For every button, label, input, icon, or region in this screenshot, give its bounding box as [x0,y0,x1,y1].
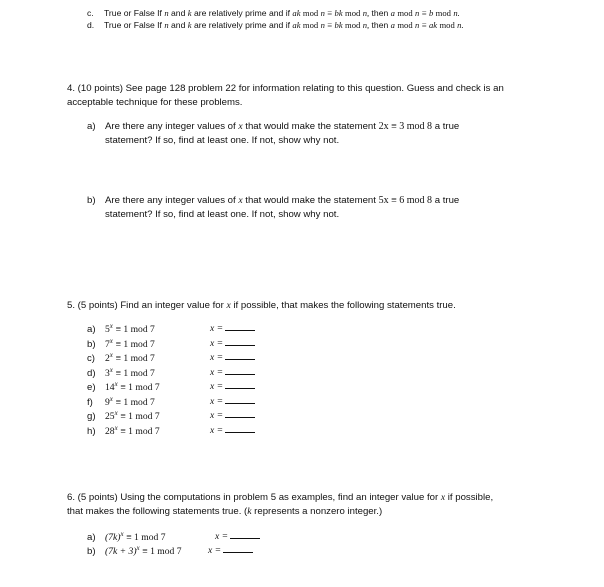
q5-item [87,409,160,422]
item-expr: a [390,8,395,18]
item-text-d: then [371,20,389,30]
q5-item-base: 2 [105,353,110,365]
q5-item [87,337,155,350]
q6-item-label: b) [87,546,96,558]
q5-answer-blank[interactable] [210,395,255,407]
q6-item-exponent: x [120,530,124,538]
q5-answer-label: x = [210,395,224,407]
q5-item-exponent: x [109,365,113,374]
item-expr: n [415,20,420,30]
q5-item-congruence: ≡ 1 mod 7 [115,324,155,336]
q5-answer-blank[interactable] [210,380,255,392]
item-expr: ak [428,20,438,30]
q5-item-congruence: ≡ 1 mod 7 [120,411,160,423]
q6-header-pre: 6. (5 points) Using the computations in problem 5 as examples, find an integer value for [67,492,439,503]
q4-header-line1: 4. (10 points) See page 128 problem 22 for information relating to this question. Guess and check is an [67,83,504,94]
q5-answer-blank[interactable] [210,337,255,349]
q5-item-exponent: x [109,351,113,359]
q5-item [87,322,155,335]
q5-item [87,351,155,364]
item-expr: a [390,20,395,30]
q5-answer-blank[interactable] [210,351,255,363]
answer-line [223,544,253,553]
item-expr: ak [292,8,301,18]
q5-answer-label: x = [210,424,224,436]
item-expr: n, [362,8,370,18]
q5-item-label: a) [87,324,96,336]
q5-item-congruence: ≡ 1 mod 7 [115,353,155,365]
item-var-k: k [187,8,192,18]
item-expr: bk [334,8,343,18]
item-expr: n. [457,20,464,30]
q5-item-exponent: x [114,409,118,417]
q5-item-base: 25 [105,411,115,423]
q6-header-line2 [67,506,382,517]
item-label: c. [87,8,94,18]
q4a-label: a) [87,121,96,132]
q5-answer-label: x = [210,323,224,334]
q6-answer-label: x = [208,545,222,556]
answer-line [225,366,255,375]
q4b-text-post: a true [434,195,460,206]
item-equiv: ≡ [327,20,333,30]
answer-line [225,351,255,360]
q5-item-label: e) [87,382,96,394]
q5-header-var: x [226,300,231,311]
answer-line [230,530,260,539]
item-text-b: and [171,20,186,30]
answer-line [225,322,255,331]
q5-item-exponent: x [114,423,118,432]
q5-item-base: 5 [105,324,110,336]
item-mod: mod [302,20,319,30]
q4a-text-pre: Are there any integer values of [105,121,236,132]
item-mod: mod [302,8,319,18]
item-equiv: ≡ [421,8,427,18]
item-expr: n. [453,8,460,18]
q5-answer-label: x = [210,410,224,421]
q5-item-base: 14 [105,382,115,394]
item-expr: bk [334,20,343,30]
q5-answer-label: x = [210,352,224,363]
q6-header-var: x [440,492,446,503]
q4b-equation: 5x ≡ 6 mod 8 [378,195,433,206]
q6-item-exponent: x [136,544,140,552]
q5-header-pre: 5. (5 points) Find an integer value for [67,300,224,311]
item-mod: mod [397,20,413,30]
item-equiv: ≡ [421,20,427,30]
q5-item-congruence: ≡ 1 mod 7 [120,425,160,437]
answer-line [225,409,255,418]
q6-item-congruence: ≡ 1 mod 7 [142,546,182,558]
q6-answer-blank[interactable] [208,544,253,556]
q4b-line2: statement? If so, find at least one. If not, show why not. [105,209,340,220]
q6-header2-post: represents a nonzero integer.) [254,506,383,517]
item-var-k: k [187,20,192,30]
q5-header [67,300,456,311]
q4a-line2: statement? If so, find at least one. If not, show why not. [105,135,340,146]
q6-header2-var: k [247,506,252,517]
answer-line [225,337,255,346]
q5-item-exponent: x [114,380,118,388]
item-mod: mod [345,8,361,18]
item-mod: mod [345,20,361,30]
q5-answer-label: x = [210,381,224,392]
item-equiv: ≡ [327,8,333,18]
item-text-c: are relatively prime and if [193,20,290,30]
q5-item-label: g) [87,411,96,423]
q5-item-base: 3 [105,367,110,379]
item-expr: n [415,8,420,18]
q5-answer-blank[interactable] [210,322,255,334]
q4a-equation: 2x ≡ 3 mod 8 [378,121,433,132]
q5-item-congruence: ≡ 1 mod 7 [120,382,160,394]
q6-item-expr: (7k + 3) [105,546,137,558]
true-false-item [87,20,464,30]
q5-item-label: f) [87,396,93,408]
item-text-a: True or False If [104,8,162,18]
q6-item-expr: (7k) [105,532,121,544]
q5-answer-blank[interactable] [210,366,255,378]
q4b-var: x [238,195,243,206]
item-text-a: True or False If [104,20,162,30]
q6-item-congruence: ≡ 1 mod 7 [126,532,166,544]
item-text-c: are relatively prime and if [193,8,290,18]
item-expr: n [320,20,325,30]
q5-item-congruence: ≡ 1 mod 7 [115,367,155,379]
item-label: d. [87,20,95,30]
item-text-d: then [371,8,389,18]
q6-header-post: if possible, [447,492,494,503]
item-var-n: n [164,8,169,18]
q5-answer-blank[interactable] [210,424,255,436]
q5-item [87,380,160,393]
q5-item-congruence: ≡ 1 mod 7 [115,396,155,408]
q5-item [87,424,160,437]
item-mod: mod [435,8,451,18]
q6-item [87,530,166,543]
answer-line [225,380,255,389]
q5-item-congruence: ≡ 1 mod 7 [115,338,155,350]
q4b-line1 [87,195,459,206]
item-expr: n [320,8,325,18]
q6-item-label: a) [87,532,96,544]
answer-line [225,424,255,433]
item-expr: ak [292,20,301,30]
true-false-item [87,8,460,18]
item-mod: mod [397,8,413,18]
q5-item-base: 28 [105,425,115,437]
q5-answer-label: x = [210,337,224,349]
answer-line [225,395,255,404]
q5-item-label: b) [87,338,96,350]
q5-item-exponent: x [109,336,113,345]
item-mod: mod [439,20,455,30]
q6-header-line1 [67,492,493,503]
item-expr: b [428,8,434,18]
q5-answer-label: x = [210,366,224,378]
q4-header-line2: acceptable technique for these problems. [67,97,243,108]
q4a-text-post: a true [434,121,460,132]
q6-header2-pre: that makes the following statements true. ( [67,506,248,517]
q6-item [87,544,182,557]
q4b-text-pre: Are there any integer values of [105,195,236,206]
q5-item-base: 9 [105,396,110,408]
q5-header-post: if possible, that makes the following statements true. [233,300,456,311]
q4b-text-mid: that would make the statement [245,195,376,206]
q5-item-base: 7 [105,338,110,350]
q6-answer-blank[interactable] [215,530,260,542]
q4a-text-mid: that would make the statement [245,121,376,132]
item-var-n: n [164,20,169,30]
item-text-b: and [171,8,186,18]
q5-item-exponent: x [109,394,113,403]
item-expr: n, [362,20,370,30]
q5-item [87,366,155,379]
q5-item-exponent: x [109,322,113,330]
q6-answer-label: x = [215,531,229,542]
q4a-line1 [87,121,459,132]
q5-item-label: d) [87,367,96,379]
q5-item-label: c) [87,353,95,365]
q5-item-label: h) [87,425,96,437]
q5-item [87,395,155,408]
q5-answer-blank[interactable] [210,409,255,421]
q4a-var: x [238,121,243,132]
q4b-label: b) [87,195,96,206]
